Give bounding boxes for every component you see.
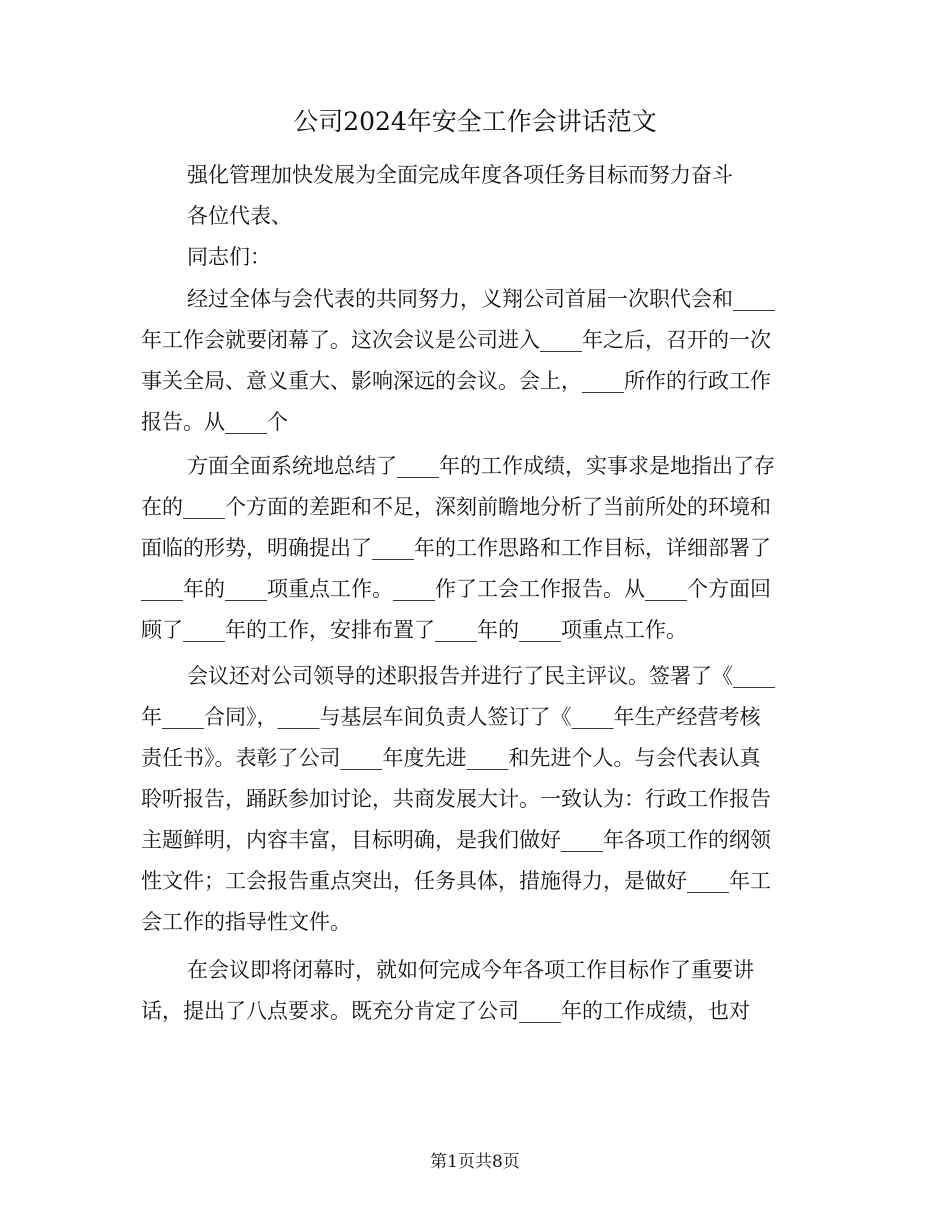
page-footer: 第1页共8页	[430, 1152, 520, 1172]
text-line: 面临的形势，明确提出了____年的工作思路和工作目标，详细部署了	[141, 536, 771, 560]
text-line: 聆听报告，踊跃参加讨论，共商发展大计。一致认为：行政工作报告	[141, 787, 771, 811]
text-line: 话，提出了八点要求。既充分肯定了公司____年的工作成绩，也对	[141, 999, 750, 1023]
paragraph-4	[141, 950, 801, 1032]
text-line: 责任书》。表彰了公司____年度先进____和先进个人。与会代表认真	[141, 746, 761, 770]
paragraph-salutation-2	[141, 237, 801, 278]
text-line: 报告。从____个	[141, 410, 288, 434]
text-line: 事关全局、意义重大、影响深远的会议。会上，____所作的行政工作	[141, 369, 771, 393]
text-line: 年工作会就要闭幕了。这次会议是公司进入____年之后，召开的一次	[141, 328, 771, 352]
document-title: 公司2024年安全工作会讲话范文	[293, 107, 657, 136]
text-line: 会工作的指导性文件。	[141, 910, 351, 934]
text-line: ____年的____项重点工作。____作了工会工作报告。从____个方面回	[141, 577, 771, 601]
text-line: 方面全面系统地总结了____年的工作成绩，实事求是地指出了存	[187, 454, 775, 478]
text-line: 性文件；工会报告重点突出，任务具体，措施得力，是做好____年工	[141, 869, 771, 893]
text-line: 主题鲜明，内容丰富，目标明确，是我们做好____年各项工作的纲领	[141, 828, 771, 852]
text-line: 各位代表、	[187, 204, 292, 228]
text-line: 年____合同》，____与基层车间负责人签订了《____年生产经营考核	[141, 705, 761, 729]
text-line: 经过全体与会代表的共同努力，义翔公司首届一次职代会和____	[187, 287, 775, 311]
text-line: 顾了____年的工作，安排布置了____年的____项重点工作。	[141, 618, 687, 642]
text-line: 在会议即将闭幕时，就如何完成今年各项工作目标作了重要讲	[187, 958, 754, 982]
paragraph-1	[141, 279, 801, 443]
text-line: 强化管理加快发展为全面完成年度各项任务目标而努力奋斗	[187, 163, 733, 187]
paragraph-2	[141, 446, 801, 651]
paragraph-subtitle	[141, 155, 801, 196]
text-line: 会议还对公司领导的述职报告并进行了民主评议。签署了《____	[187, 664, 775, 688]
text-line: 同志们：	[187, 245, 271, 269]
text-line: 在的____个方面的差距和不足，深刻前瞻地分析了当前所处的环境和	[141, 495, 771, 519]
paragraph-salutation-1	[141, 196, 801, 237]
paragraph-3	[141, 656, 801, 943]
